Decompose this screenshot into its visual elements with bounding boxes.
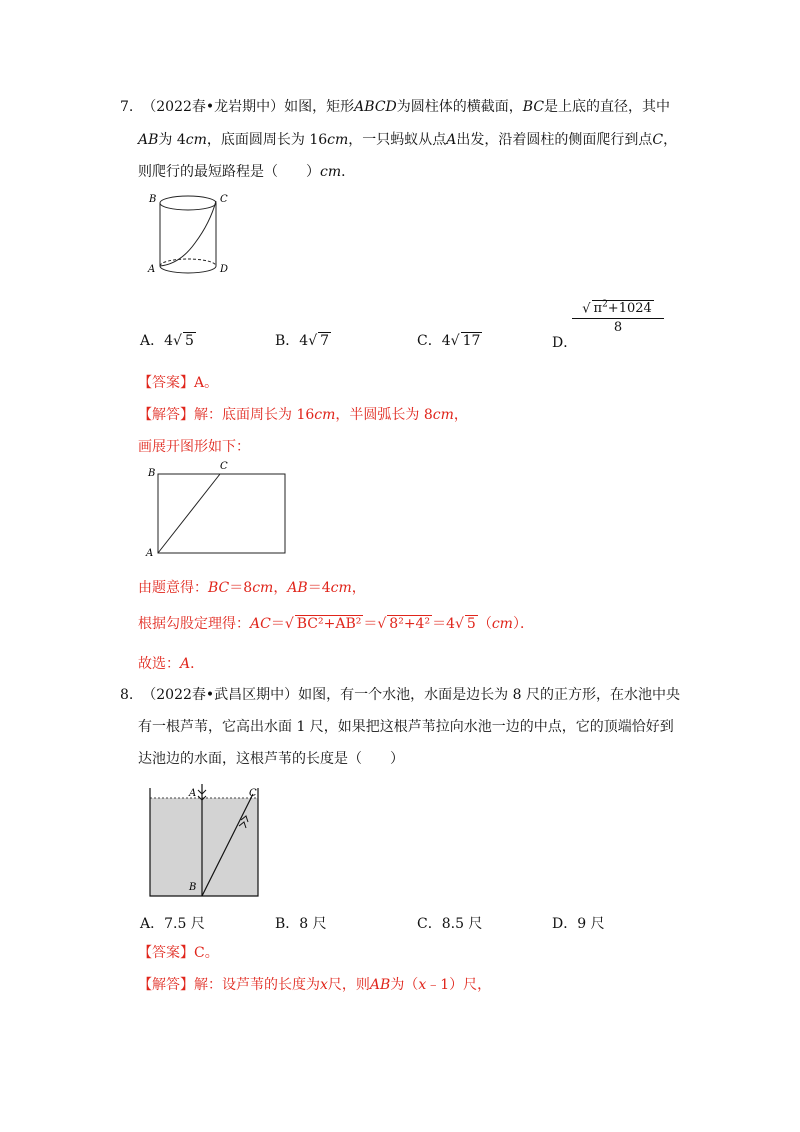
rect-label-b: B: [148, 468, 156, 479]
q7-text: 为圆柱体的横截面，: [396, 99, 523, 115]
q7-option-d-fraction: √ $\pi^2+1024$ 8: [572, 300, 664, 337]
q8-source: （2022春•武昌区期中）: [142, 687, 299, 703]
q7-explain: [138, 405, 468, 425]
pool-figure: [145, 780, 263, 900]
q7-bc: BC: [522, 99, 545, 115]
q7-text: 则爬行的最短路程是（ ）: [138, 164, 320, 180]
q7-choose: 故选：A．: [138, 656, 205, 672]
q7-line3: [138, 162, 355, 182]
q7-answer: 【答案】A。: [138, 375, 219, 391]
option-coef: 4: [164, 333, 174, 349]
explain-text: 解：底面周长为 16: [194, 407, 315, 423]
explain-tag: 【解答】: [138, 407, 194, 423]
unit: cm: [314, 407, 336, 423]
q7-unit: cm: [327, 132, 349, 148]
q7-unit: cm: [185, 132, 207, 148]
q7-point-c: C: [652, 132, 664, 148]
q7-pythagoras: 根据勾股定理得：AC＝√ BC²+AB² ＝√ 8²+4² ＝4√ 5 （cm）．: [138, 616, 534, 632]
q7-line1: [120, 97, 670, 117]
q7-point-a: A: [446, 132, 457, 148]
fraction-denominator: 8: [613, 320, 623, 336]
cyl-label-a: A: [148, 264, 156, 275]
q8-line2: 有一根芦苇，它高出水面 1 尺，如果把这根芦苇拉向水池一边的中点，它的顶端恰好到: [138, 719, 674, 735]
pool-label-b: B: [189, 882, 197, 893]
q7-option-a[interactable]: [140, 331, 196, 351]
radical: √ 7: [308, 333, 330, 349]
q8-explain: 【解答】解：设芦苇的长度为x尺，则AB为（x﹣1）尺，: [138, 977, 492, 993]
q7-text: ，一只蚂蚁从点: [348, 132, 447, 148]
option-label: C．: [417, 333, 442, 349]
q8-text: 如图，有一个水池，水面是边长为 8 尺的正方形，在水池中央: [298, 687, 680, 703]
q8-option-a[interactable]: A．7.5 尺: [140, 916, 205, 932]
option-label: B．: [275, 333, 300, 349]
option-coef: 4: [441, 333, 451, 349]
radical: √ 17: [450, 333, 481, 349]
q7-text: 为 4: [158, 132, 186, 148]
q7-text: 如图，矩形: [284, 99, 355, 115]
pool-label-a: A: [189, 788, 197, 799]
q8-number: 8.: [120, 687, 134, 703]
q8-line1: [120, 685, 680, 705]
q8-answer: 【答案】C。: [138, 945, 219, 961]
q8-option-c[interactable]: C．8.5 尺: [417, 916, 483, 932]
explain-text: ，: [453, 407, 468, 423]
q7-text: ，: [663, 132, 678, 148]
unfolded-rectangle-figure: [140, 458, 290, 558]
rect-label-a: A: [146, 548, 154, 558]
cyl-label-b: B: [149, 194, 157, 205]
unit: cm: [432, 407, 454, 423]
q7-line2: [138, 130, 677, 150]
q7-abcd: ABCD: [354, 99, 397, 115]
pool-label-c: C: [249, 788, 257, 799]
option-coef: 4: [299, 333, 309, 349]
cyl-label-c: C: [220, 194, 228, 205]
q7-draw-text: 画展开图形如下：: [138, 439, 250, 455]
cylinder-figure: [140, 188, 240, 280]
q7-number: 7.: [120, 99, 134, 115]
q8-option-b[interactable]: B．8 尺: [275, 916, 327, 932]
q7-text: 出发，沿着圆柱的侧面爬行到点: [456, 132, 653, 148]
q8-option-d[interactable]: D．9 尺: [552, 916, 605, 932]
radical: √ 5: [173, 333, 194, 349]
q7-text: 是上底的直径，其中: [544, 99, 671, 115]
q7-option-b[interactable]: [275, 331, 331, 351]
rect-label-c: C: [220, 461, 228, 472]
q7-option-c[interactable]: [417, 331, 482, 351]
q7-unit: cm: [320, 164, 342, 180]
explain-text: ，半圆弧长为 8: [335, 407, 433, 423]
cyl-label-d: D: [220, 264, 229, 275]
option-label: A．: [140, 333, 165, 349]
q7-source: （2022春•龙岩期中）: [142, 99, 285, 115]
q8-line3: 达池边的水面，这根芦苇的长度是（ ）: [138, 751, 404, 767]
option-label: D．: [552, 335, 578, 351]
q7-given: 由题意得：BC＝8cm，AB＝4cm，: [138, 580, 366, 596]
q7-text: ．: [341, 164, 356, 180]
q7-ab: AB: [138, 132, 159, 148]
q7-text: ，底面圆周长为 16: [206, 132, 328, 148]
